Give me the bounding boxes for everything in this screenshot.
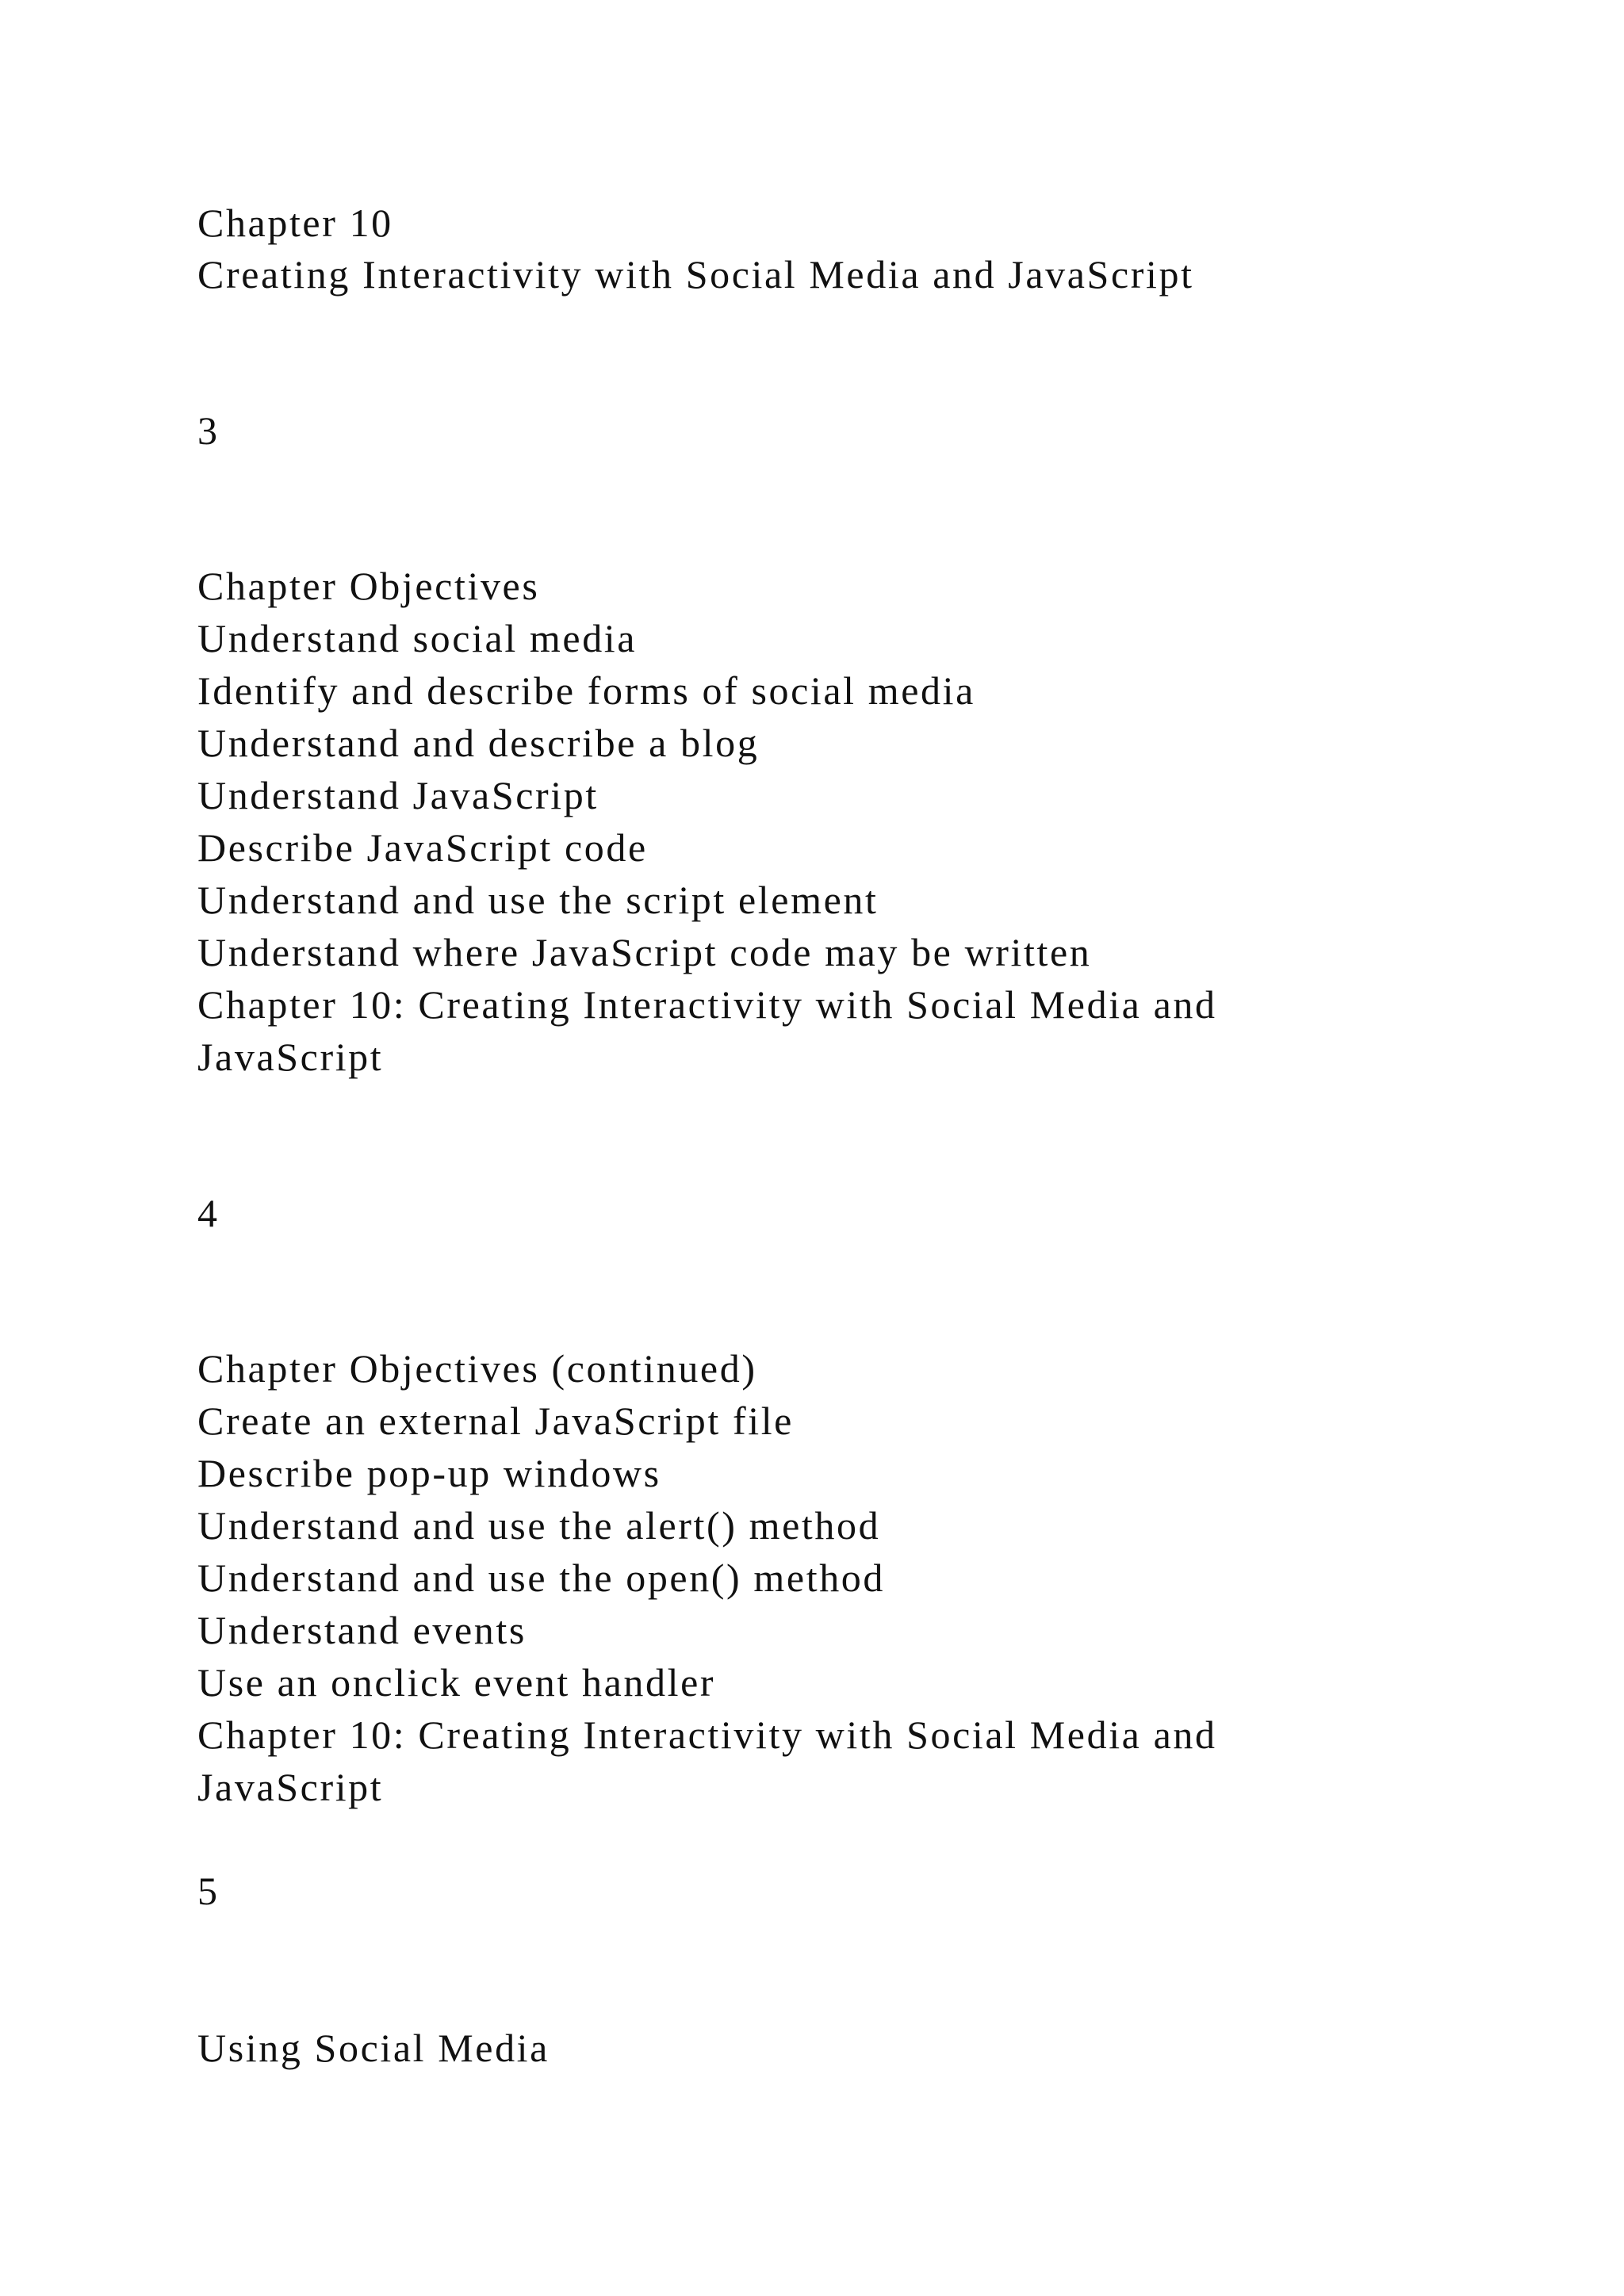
chapter-title: Creating Interactivity with Social Media and JavaScript xyxy=(197,252,1194,297)
section-heading: Using Social Media xyxy=(197,2026,550,2070)
section-heading: Chapter Objectives xyxy=(197,564,540,608)
slide-number: 5 xyxy=(197,1869,220,1913)
objective-item: Understand and describe a blog xyxy=(197,721,760,765)
section-heading: Chapter Objectives (continued) xyxy=(197,1346,757,1391)
objective-item: Understand and use the open() method xyxy=(197,1556,885,1600)
objective-item: Understand and use the script element xyxy=(197,878,879,922)
objective-item: Create an external JavaScript file xyxy=(197,1399,794,1443)
slide-footer-continued: JavaScript xyxy=(197,1765,384,1809)
objective-item: Understand social media xyxy=(197,616,638,660)
slide-footer: Chapter 10: Creating Interactivity with Social Media and xyxy=(197,1712,1217,1757)
objective-item: Describe pop-up windows xyxy=(197,1451,661,1495)
objective-item: Understand JavaScript xyxy=(197,773,599,817)
objective-item: Describe JavaScript code xyxy=(197,825,648,870)
objective-item: Understand and use the alert() method xyxy=(197,1503,881,1548)
slide-footer-continued: JavaScript xyxy=(197,1035,384,1079)
slide-number: 4 xyxy=(197,1191,220,1235)
slide-number: 3 xyxy=(197,408,220,453)
objective-item: Understand events xyxy=(197,1608,527,1652)
objective-item: Understand where JavaScript code may be written xyxy=(197,930,1092,974)
slide-footer: Chapter 10: Creating Interactivity with Social Media and xyxy=(197,982,1217,1027)
objective-item: Use an onclick event handler xyxy=(197,1660,716,1705)
chapter-label: Chapter 10 xyxy=(197,201,393,245)
objective-item: Identify and describe forms of social media xyxy=(197,668,975,713)
